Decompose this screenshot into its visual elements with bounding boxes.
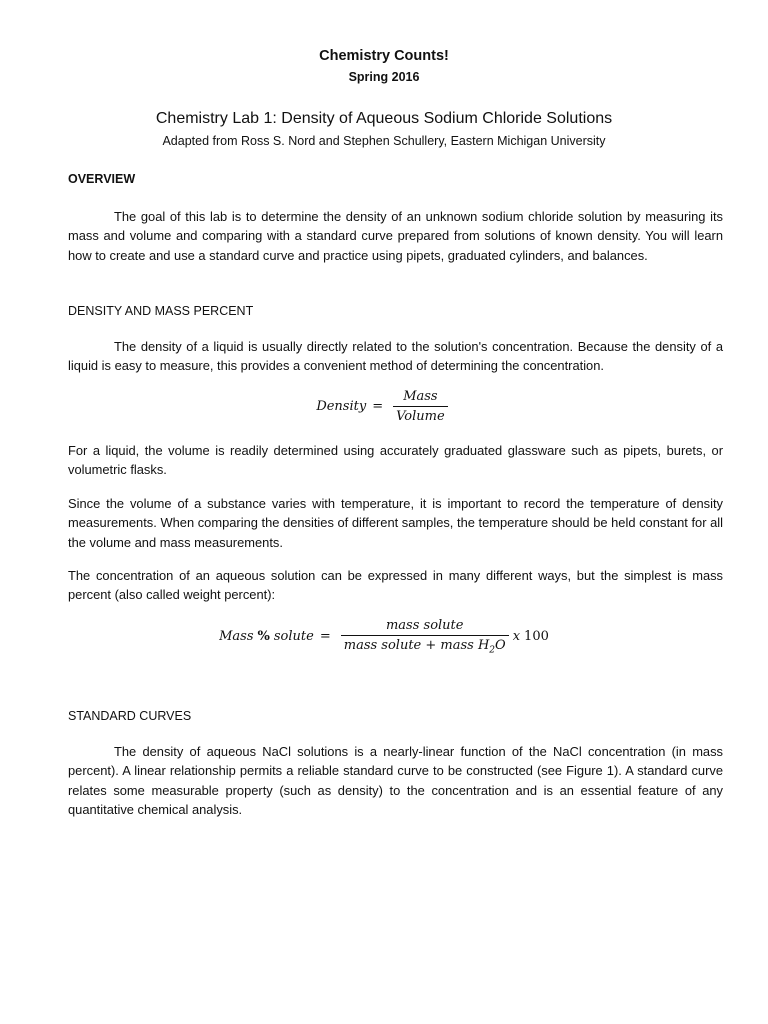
standard-section [68,742,723,819]
standard-heading: STANDARD CURVES [68,709,192,723]
density-para-3-block [68,494,723,552]
density-eq-lhs: Density [316,399,367,414]
document-term: Spring 2016 [348,70,420,84]
overview-paragraph: The goal of this lab is to determine the density of an unknown sodium chloride solution by measuring its mass and volume and comparing with a standard curve prepared from solutions of known density. You will learn how to create and use a standard curve and practice using pipets, graduated cylinders, and balances. [68,209,723,263]
document-title: Chemistry Counts! [319,48,449,64]
mass-eq-equals: = [319,629,331,645]
lab-title: Chemistry Lab 1: Density of Aqueous Sodium Chloride Solutions [155,110,613,127]
overview-section [68,207,723,265]
mass-eq-den-main: mass solute + mass H [343,638,490,653]
adapted-credit: Adapted from Ross S. Nord and Stephen Schullery, Eastern Michigan University [162,134,606,148]
density-equation [0,389,768,424]
density-heading: DENSITY AND MASS PERCENT [68,304,254,318]
mass-percent-equation [0,618,768,656]
mass-eq-numerator: mass solute [385,618,464,633]
density-eq-denominator: Volume [393,406,448,424]
density-para-4-block [68,566,723,605]
density-paragraph-2: For a liquid, the volume is readily determined using accurately graduated glassware such as pipets, burets, or volumetric flasks. [68,443,723,478]
mass-eq-lhs-b: solute [273,629,314,645]
density-eq-numerator: Mass [403,389,438,404]
mass-eq-hundred: 100 [524,629,549,645]
mass-eq-den-tail: O [495,638,506,653]
overview-heading: OVERVIEW [68,172,136,186]
density-eq-fraction [393,389,448,424]
mass-eq-den-subscript: 2 [489,645,496,656]
density-paragraph-3: Since the volume of a substance varies with temperature, it is important to record the temperature of density measurements. When comparing the densities of different samples, the temperature should be held constant for all the volume and mass measurements. [68,496,723,550]
density-paragraph-4: The concentration of an aqueous solution can be expressed in many different ways, but the simplest is mass percent (also called weight percent): [68,568,723,603]
mass-eq-times: x [512,629,521,645]
density-paragraph-1: The density of a liquid is usually directly related to the solution's concentration. Because the density of a liquid is easy to measure, this provides a convenient method of determining the concentration. [68,339,723,374]
density-eq-equals: = [372,399,384,414]
mass-eq-percent: % [257,629,270,645]
mass-eq-fraction [341,618,509,656]
density-intro [68,337,723,376]
standard-paragraph: The density of aqueous NaCl solutions is a nearly-linear function of the NaCl concentration (in mass percent). A linear relationship permits a reliable standard curve to be constructed (see Figure 1). A standard curve relates some measurable property (such as density) to the concentration and is an essential feature of any quantitative chemical analysis. [68,744,723,817]
mass-eq-lhs-a: Mass [219,629,254,645]
density-para-2-block [68,441,723,480]
mass-eq-denominator [341,635,509,656]
